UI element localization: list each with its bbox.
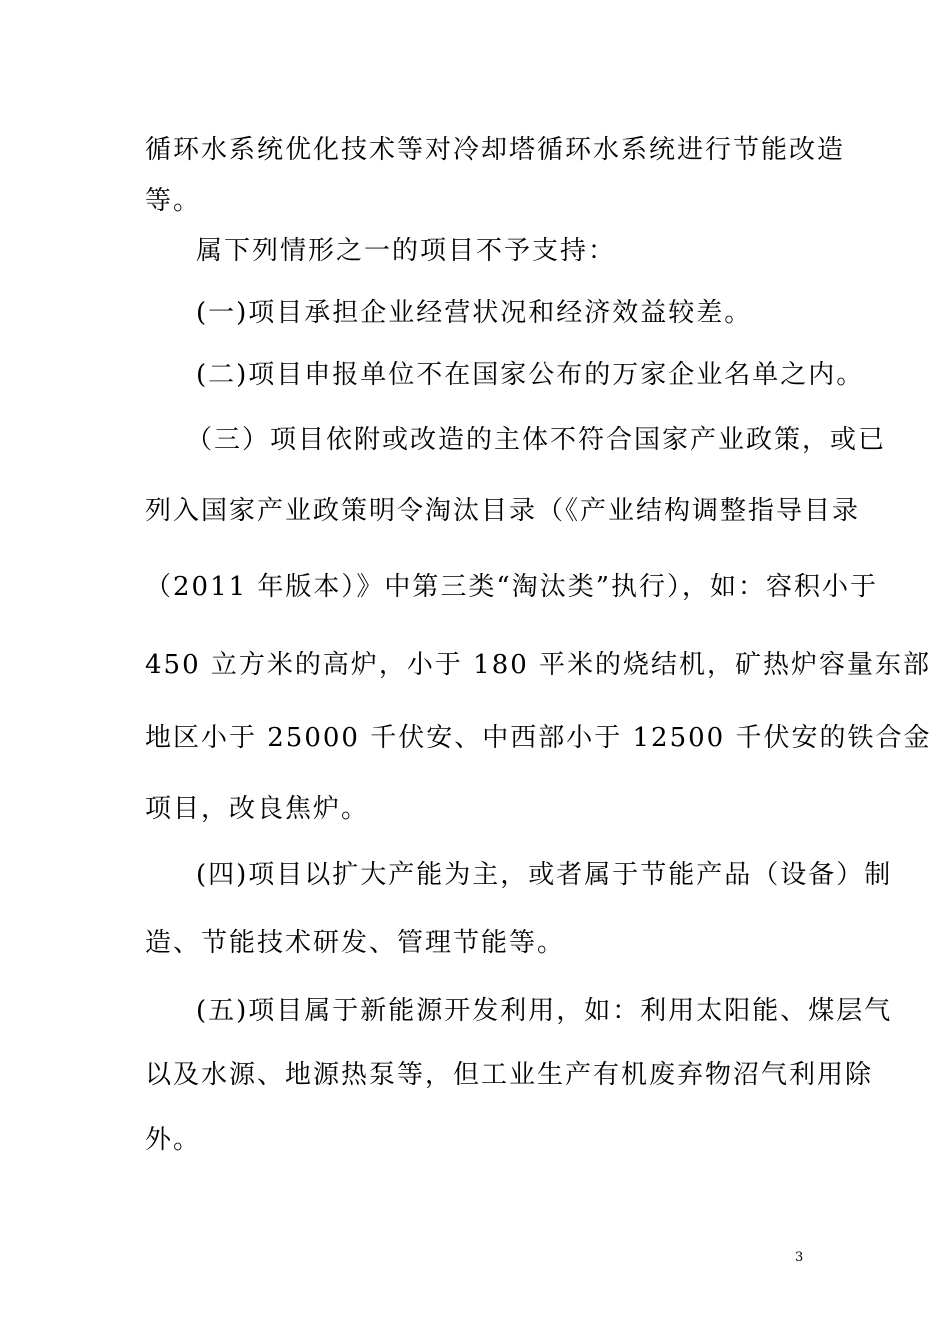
- list-item-5: (五)项目属于新能源开发利用，如：利用太阳能、煤层气: [196, 996, 893, 1026]
- body-text-line: 循环水系统优化技术等对冷却塔循环水系统进行节能改造: [145, 135, 846, 165]
- body-text-line: 项目，改良焦炉。: [145, 794, 370, 824]
- body-text-line: 等。: [145, 186, 202, 216]
- list-item-3: （三）项目依附或改造的主体不符合国家产业政策，或已: [186, 425, 887, 455]
- list-item-1: (一)项目承担企业经营状况和经济效益较差。: [196, 298, 753, 328]
- page-number: 3: [795, 1250, 804, 1265]
- body-text-line: 450 立方米的高炉，小于 180 平米的烧结机，矿热炉容量东部: [145, 650, 932, 680]
- body-text-line: 地区小于 25000 千伏安、中西部小于 12500 千伏安的铁合金: [145, 723, 932, 753]
- body-text-line: 造、节能技术研发、管理节能等。: [145, 928, 566, 958]
- list-item-4: (四)项目以扩大产能为主，或者属于节能产品（设备）制: [196, 860, 893, 890]
- body-text-line: 以及水源、地源热泵等，但工业生产有机废弃物沼气利用除: [145, 1060, 874, 1090]
- body-text-line: 列入国家产业政策明令淘汰目录（《产业结构调整指导目录: [145, 496, 861, 526]
- list-item-2: (二)项目申报单位不在国家公布的万家企业名单之内。: [196, 360, 865, 390]
- body-text-line: 外。: [145, 1125, 202, 1155]
- body-text-line: （2011 年版本）》中第三类“淘汰类”执行），如：容积小于: [145, 572, 879, 602]
- body-text-line: 属下列情形之一的项目不予支持：: [196, 236, 617, 266]
